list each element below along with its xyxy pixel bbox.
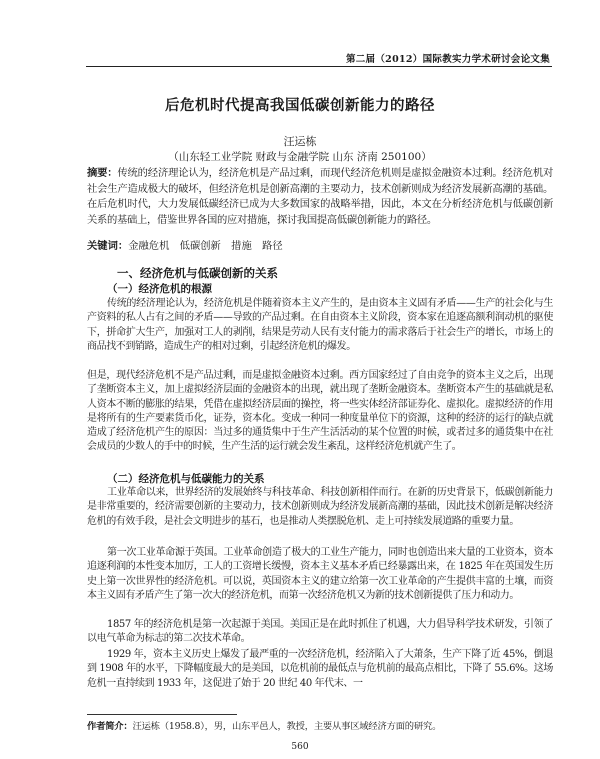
author-name: 汪运栋: [283, 135, 317, 148]
subsection-heading-1: （一）经济危机的根源: [107, 283, 212, 295]
paragraph-5: 1857 年的经济危机是第一次起源于美国。美国正是在此时抓住了机遇，大力倡导科学技术研发，引领了以电气革命为标志的第二次技术革命。: [87, 619, 553, 645]
article-title: 后危机时代提高我国低碳创新能力的路径: [165, 97, 435, 114]
paragraph-2: 但是，现代经济危机不是产品过剩，而是虚拟金融资本过剩。西方国家经过了自由竞争的资本主义之后，出现了垄断资本主义，加上虚拟经济层面的金融资本的出现，就出现了垄断金融资本。垄断资本产生的基础就是私人资本不断的膨胀的结果，凭借在虚拟经济层面的操控，将一些实体经济部证券化、虚拟化。虚拟经济的作用是将所有的生产要素货币化，证券，资本化。变成一种同一种度量单位下的资源，这种的经济的运行的缺点就造成了经济危机产生的原因：当过多的通货集中于生产生活活动的某个位置的时候，或者过多的通货集中在社会成员的少数人的手中的时候，生产生活的运行就会发生紊乱，这样经济危机就产生了。: [87, 370, 553, 453]
abstract-text: 传统的经济理论认为，经济危机是产品过剩，而现代经济危机则是虚拟金融资本过剩。经济危机对社会生产造成极大的破坏，但经济危机是创新高潮的主要动力，技术创新则成为经济发展新高潮的基础。在后危机时代，大力发展低碳经济已成为大多数国家的战略举措，因此，本文在分析经济危机与低碳创新关系的基础上，借鉴世界各国的应对措施，探讨我国提高低碳创新能力的路径。: [87, 167, 553, 226]
header-rule: [86, 66, 552, 67]
paragraph-1: 传统的经济理论认为，经济危机是伴随着资本主义产生的，是由资本主义固有矛盾——生产的社会化与生产资料的私人占有之间的矛盾——导致的产品过剩。在自由资本主义阶段，资本家在追逐高额利润动机的驱使下，拼命扩大生产，加强对工人的剥削，结果是劳动人民有支付能力的需求落后于社会生产的增长，市场上的商品找不到销路，造成生产的相对过剩，引起经济危机的爆发。: [87, 298, 553, 352]
footnote-label: 作者简介：: [87, 721, 133, 732]
paragraph-4: 第一次工业革命源于英国。工业革命创造了极大的工业生产能力，同时也创造出来大量的工业资本，资本追逐利润的本性变本加厉，工人的工资增长缓慢，资本主义基本矛盾已经暴露出来，在 1825 年在英国发生历史上第一次世界性的经济危机。可以说，英国资本主义的建立给第一次工业革命的产生提供丰富的土壤，而资本主义固有矛盾产生了第一次大的经济危机，而第一次经济危机又为新的技术创新提供了压力和动力。: [87, 547, 553, 601]
paragraph-6: 1929 年，资本主义历史上爆发了最严重的一次经济危机，经济陷入了大萧条，生产下降了近 45%，倒退到 1908 年的水平，下降幅度最大的是美国，以危机前的最低点与危机前的最高点相比，下降了 55.6%。这场危机一直持续到 1933 年，这促进了始于 20 世纪 40 年代末、一: [87, 649, 553, 689]
keywords: [87, 237, 553, 252]
author-footnote: [87, 718, 553, 732]
subsection-heading-2: （二）经济危机与低碳能力的关系: [107, 473, 265, 485]
running-header: 第二届（2012）国际教实力学术研讨会论文集: [345, 54, 550, 65]
page-number: 560: [291, 742, 309, 752]
footnote-text: 汪运栋（1958.8），男，山东平邑人，教授，主要从事区域经济方面的研究。: [132, 721, 442, 732]
author-affiliation: （山东轻工业学院 财政与金融学院 山东 济南 250100）: [168, 151, 432, 163]
section-heading-1: 一、经济危机与低碳创新的关系: [117, 266, 278, 280]
footnote-rule: [87, 714, 237, 715]
paragraph-3: 工业革命以来，世界经济的发展始终与科技革命、科技创新相伴而行。在新的历史背景下，低碳创新能力是非常重要的，经济需要创新的主要动力，技术创新则成为经济发展新高潮的基础，因此技术创新是解决经济危机的有效手段，是社会文明进步的基石，也是推动人类摆脱危机、走上可持续发展道路的重要力量。: [87, 487, 553, 527]
abstract-label: 摘要：: [87, 167, 118, 179]
abstract: [87, 166, 553, 228]
keywords-text: 金融危机 低碳创新 措施 路径: [128, 240, 283, 252]
keywords-label: 关键词：: [87, 240, 129, 252]
